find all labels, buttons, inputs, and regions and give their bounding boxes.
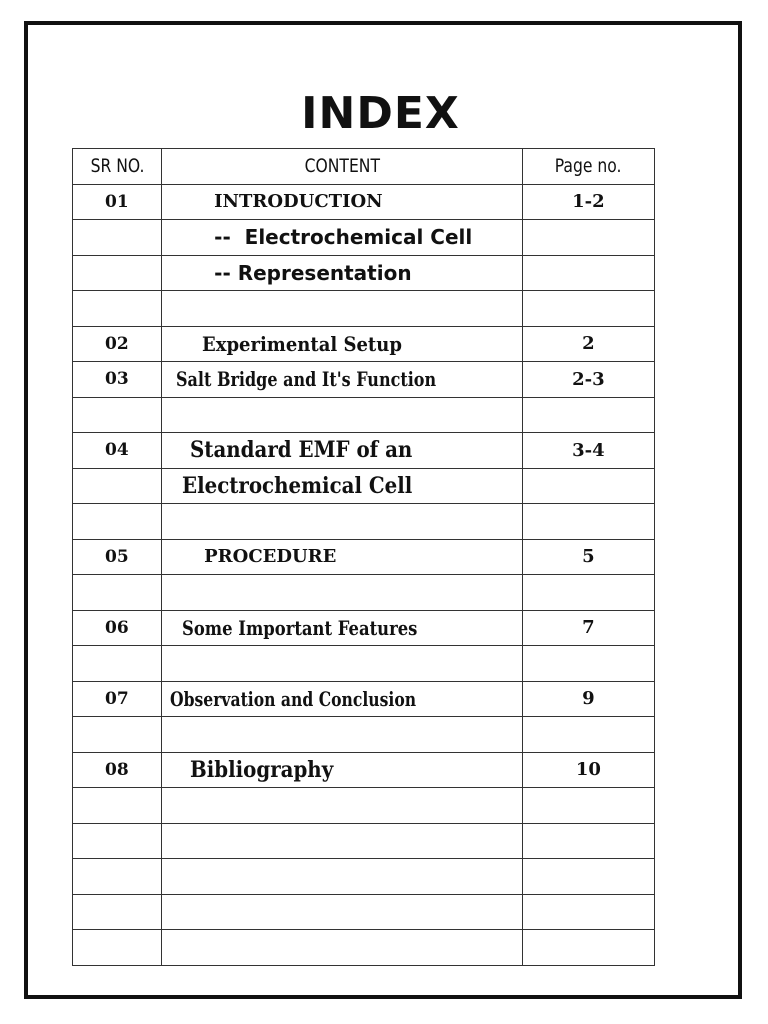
content-cell — [162, 930, 523, 966]
sr-cell: 08 — [73, 752, 162, 788]
table-row — [73, 681, 655, 717]
content-cell — [162, 468, 523, 504]
table-row — [73, 468, 655, 504]
table-row — [73, 220, 655, 256]
sr-cell — [73, 255, 162, 291]
content-text: Electrochemical Cell — [182, 472, 413, 499]
content-text: INTRODUCTION — [214, 191, 383, 213]
page-cell — [522, 717, 654, 753]
content-cell — [162, 752, 523, 788]
table-row — [73, 859, 655, 895]
page-cell — [522, 397, 654, 433]
table-row — [73, 539, 655, 575]
content-cell — [162, 539, 523, 575]
content-cell — [162, 788, 523, 824]
page-cell: 1-2 — [522, 184, 654, 220]
sr-cell — [73, 717, 162, 753]
sr-cell — [73, 397, 162, 433]
table-row — [73, 362, 655, 398]
sr-cell — [73, 930, 162, 966]
sr-cell — [73, 220, 162, 256]
sr-cell: 01 — [73, 184, 162, 220]
sr-cell — [73, 468, 162, 504]
page-cell: 2 — [522, 326, 654, 362]
content-cell — [162, 291, 523, 327]
content-text: -- Representation — [214, 260, 412, 285]
content-cell — [162, 255, 523, 291]
index-table — [72, 148, 655, 966]
page-cell — [522, 220, 654, 256]
sr-cell: 07 — [73, 681, 162, 717]
header-content: CONTENT — [194, 149, 490, 185]
table-row — [73, 255, 655, 291]
content-text: Experimental Setup — [202, 331, 403, 356]
sr-cell — [73, 575, 162, 611]
table-row — [73, 433, 655, 469]
page-cell: 10 — [522, 752, 654, 788]
table-row — [73, 184, 655, 220]
sr-cell: 05 — [73, 539, 162, 575]
table-row — [73, 610, 655, 646]
page-title: INDEX — [301, 88, 460, 139]
content-cell — [162, 433, 523, 469]
content-cell — [162, 894, 523, 930]
content-text: Observation and Conclusion — [170, 686, 417, 711]
table-row — [73, 823, 655, 859]
page-cell — [522, 504, 654, 540]
sr-cell: 04 — [73, 433, 162, 469]
content-cell — [162, 717, 523, 753]
table-header-row — [73, 149, 655, 185]
table-row — [73, 646, 655, 682]
sr-cell: 02 — [73, 326, 162, 362]
table-row — [73, 575, 655, 611]
table-row — [73, 788, 655, 824]
content-cell — [162, 504, 523, 540]
page-cell — [522, 468, 654, 504]
page-cell — [522, 788, 654, 824]
content-cell — [162, 575, 523, 611]
page-cell — [522, 291, 654, 327]
content-cell — [162, 610, 523, 646]
sr-cell: 03 — [73, 362, 162, 398]
table-row — [73, 894, 655, 930]
content-text: PROCEDURE — [204, 546, 337, 568]
page-cell — [522, 575, 654, 611]
content-text: Bibliography — [190, 756, 334, 783]
sr-cell — [73, 646, 162, 682]
sr-cell — [73, 859, 162, 895]
page-cell — [522, 930, 654, 966]
content-cell — [162, 681, 523, 717]
page-cell: 3-4 — [522, 433, 654, 469]
sr-cell — [73, 823, 162, 859]
content-text: Some Important Features — [182, 615, 418, 640]
table-row — [73, 291, 655, 327]
page-cell — [522, 894, 654, 930]
content-cell — [162, 823, 523, 859]
header-sr-no: SR NO. — [81, 149, 154, 185]
table-row — [73, 504, 655, 540]
page-cell — [522, 255, 654, 291]
sr-cell — [73, 788, 162, 824]
header-page-no: Page no. — [534, 149, 642, 185]
sr-cell — [73, 291, 162, 327]
sr-cell — [73, 894, 162, 930]
page-cell: 5 — [522, 539, 654, 575]
content-cell — [162, 362, 523, 398]
page-cell — [522, 646, 654, 682]
page-cell: 9 — [522, 681, 654, 717]
page-cell: 2-3 — [522, 362, 654, 398]
page-cell — [522, 823, 654, 859]
sr-cell: 06 — [73, 610, 162, 646]
page-cell: 7 — [522, 610, 654, 646]
content-cell — [162, 646, 523, 682]
content-cell — [162, 397, 523, 433]
content-text: Salt Bridge and It's Function — [176, 367, 437, 392]
content-cell — [162, 220, 523, 256]
sr-cell — [73, 504, 162, 540]
page-cell — [522, 859, 654, 895]
table-row — [73, 752, 655, 788]
content-text: -- Electrochemical Cell — [214, 225, 473, 250]
table-row — [73, 326, 655, 362]
content-text: Standard EMF of an — [190, 437, 413, 464]
table-row — [73, 930, 655, 966]
content-cell — [162, 184, 523, 220]
table-row — [73, 717, 655, 753]
content-cell — [162, 326, 523, 362]
table-row — [73, 397, 655, 433]
content-cell — [162, 859, 523, 895]
